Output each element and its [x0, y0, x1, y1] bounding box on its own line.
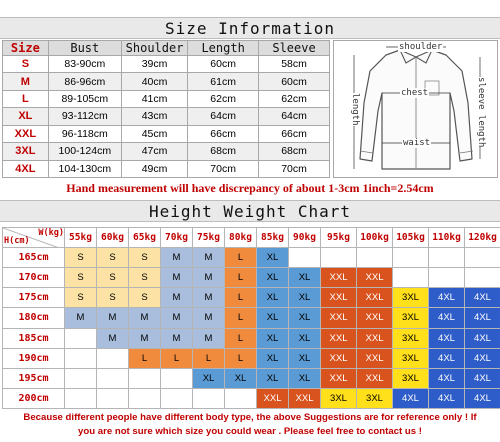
height-row — [3, 288, 500, 308]
size-recommendation-cell: 4XL — [465, 388, 500, 408]
size-row — [3, 125, 330, 142]
weight-header-row — [3, 228, 500, 248]
size-recommendation-cell: M — [161, 328, 193, 348]
size-recommendation-cell — [193, 388, 225, 408]
size-recommendation-cell: XXL — [321, 308, 357, 328]
size-recommendation-cell: L — [225, 308, 257, 328]
disclaimer-line-2: you are not sure which size you could wear . Please feel free to contact us ! — [78, 426, 422, 437]
height-row — [3, 308, 500, 328]
size-recommendation-cell: M — [193, 328, 225, 348]
size-recommendation-cell: 4XL — [429, 368, 465, 388]
size-label: XL — [3, 108, 49, 125]
size-recommendation-cell: L — [225, 288, 257, 308]
size-value: 49cm — [121, 160, 187, 177]
size-recommendation-cell — [429, 268, 465, 288]
size-recommendation-cell: M — [161, 248, 193, 268]
size-row — [3, 108, 330, 125]
size-value: 60cm — [259, 73, 330, 90]
size-recommendation-cell: XXL — [289, 388, 321, 408]
size-recommendation-cell: 3XL — [357, 388, 393, 408]
size-recommendation-cell: M — [193, 268, 225, 288]
size-value: 45cm — [121, 125, 187, 142]
size-recommendation-cell — [97, 388, 129, 408]
size-recommendation-cell: L — [225, 268, 257, 288]
size-recommendation-cell: XXL — [357, 368, 393, 388]
size-row — [3, 56, 330, 73]
size-recommendation-cell: S — [129, 288, 161, 308]
size-recommendation-cell: XXL — [321, 268, 357, 288]
size-recommendation-cell: L — [161, 348, 193, 368]
size-recommendation-cell: XXL — [321, 288, 357, 308]
weight-header: 55kg — [65, 228, 97, 248]
size-recommendation-cell: L — [225, 348, 257, 368]
size-value: 64cm — [188, 108, 259, 125]
size-recommendation-cell: 4XL — [393, 388, 429, 408]
size-value: 70cm — [188, 160, 259, 177]
size-recommendation-cell: 3XL — [393, 308, 429, 328]
size-value: 40cm — [121, 73, 187, 90]
size-value: 68cm — [259, 143, 330, 160]
size-recommendation-cell: S — [97, 288, 129, 308]
size-recommendation-cell: 4XL — [465, 348, 500, 368]
size-recommendation-cell: M — [129, 328, 161, 348]
height-label: 175cm — [3, 288, 65, 308]
size-recommendation-cell: S — [129, 268, 161, 288]
size-recommendation-cell: XXL — [357, 348, 393, 368]
size-recommendation-cell: 3XL — [393, 348, 429, 368]
size-recommendation-cell — [65, 328, 97, 348]
height-row — [3, 328, 500, 348]
size-recommendation-cell: XL — [225, 368, 257, 388]
size-recommendation-cell: M — [161, 308, 193, 328]
size-label: M — [3, 73, 49, 90]
size-recommendation-cell: XL — [289, 308, 321, 328]
size-recommendation-cell: 4XL — [465, 368, 500, 388]
size-recommendation-cell: 4XL — [465, 308, 500, 328]
size-value: 86-96cm — [48, 73, 121, 90]
size-recommendation-cell: XXL — [357, 288, 393, 308]
size-recommendation-cell: XXL — [321, 368, 357, 388]
size-recommendation-cell: XL — [257, 368, 289, 388]
weight-header: 85kg — [257, 228, 289, 248]
size-value: 64cm — [259, 108, 330, 125]
height-label: 200cm — [3, 388, 65, 408]
size-information-title: Size Information — [0, 17, 500, 39]
size-recommendation-cell — [225, 388, 257, 408]
size-recommendation-cell: M — [193, 248, 225, 268]
size-table-header — [3, 41, 330, 56]
waist-label: waist — [403, 138, 431, 148]
size-recommendation-cell — [129, 368, 161, 388]
weight-header: 70kg — [161, 228, 193, 248]
sleeve-length-label: sleeve length — [476, 77, 486, 148]
size-row — [3, 73, 330, 90]
size-recommendation-cell: 4XL — [429, 288, 465, 308]
size-recommendation-cell: XXL — [357, 268, 393, 288]
disclaimer-note — [0, 411, 500, 439]
height-row — [3, 368, 500, 388]
size-recommendation-cell: 3XL — [321, 388, 357, 408]
shirt-measurement-diagram — [333, 40, 498, 178]
size-value: 66cm — [259, 125, 330, 142]
size-recommendation-cell — [65, 388, 97, 408]
size-label: L — [3, 90, 49, 107]
size-recommendation-cell — [429, 248, 465, 268]
weight-header: 120kg — [465, 228, 500, 248]
shoulder-label: shoulder — [399, 42, 443, 52]
weight-header: 60kg — [97, 228, 129, 248]
size-value: 96-118cm — [48, 125, 121, 142]
size-recommendation-cell: M — [193, 288, 225, 308]
weight-header: 75kg — [193, 228, 225, 248]
weight-header: 80kg — [225, 228, 257, 248]
height-row — [3, 348, 500, 368]
size-recommendation-cell: 4XL — [429, 388, 465, 408]
size-recommendation-cell — [129, 388, 161, 408]
length-label: length — [350, 93, 360, 126]
size-recommendation-cell: S — [65, 248, 97, 268]
size-recommendation-cell: XL — [289, 288, 321, 308]
height-label: 185cm — [3, 328, 65, 348]
weight-header: 65kg — [129, 228, 161, 248]
size-recommendation-cell: M — [129, 308, 161, 328]
size-value: 66cm — [188, 125, 259, 142]
size-value: 60cm — [188, 56, 259, 73]
size-recommendation-cell: M — [65, 308, 97, 328]
height-row — [3, 248, 500, 268]
size-recommendation-cell: L — [225, 248, 257, 268]
height-label: 180cm — [3, 308, 65, 328]
size-recommendation-cell: 4XL — [429, 328, 465, 348]
size-table-body — [3, 56, 330, 178]
size-recommendation-cell: XL — [257, 248, 289, 268]
height-row — [3, 388, 500, 408]
size-recommendation-cell: L — [193, 348, 225, 368]
size-recommendation-cell: XL — [257, 288, 289, 308]
size-row — [3, 143, 330, 160]
size-recommendation-cell — [357, 248, 393, 268]
size-recommendation-cell: S — [97, 248, 129, 268]
size-recommendation-cell: M — [97, 328, 129, 348]
size-header-4: Sleeve — [259, 41, 330, 56]
size-recommendation-cell: XL — [289, 328, 321, 348]
size-recommendation-cell: XL — [289, 268, 321, 288]
chest-label: chest — [401, 88, 429, 98]
size-recommendation-cell: M — [193, 308, 225, 328]
size-value: 70cm — [259, 160, 330, 177]
height-label: 170cm — [3, 268, 65, 288]
size-recommendation-cell: XL — [257, 348, 289, 368]
weight-header: 90kg — [289, 228, 321, 248]
height-weight-table-body — [3, 228, 500, 409]
height-label: 165cm — [3, 248, 65, 268]
size-recommendation-cell — [161, 388, 193, 408]
size-recommendation-cell — [65, 368, 97, 388]
size-header-1: Bust — [48, 41, 121, 56]
disclaimer-line-1: Because different people have different body type, the above Suggestions are for reference only ! If — [23, 412, 477, 423]
size-value: 62cm — [259, 90, 330, 107]
size-value: 83-90cm — [48, 56, 121, 73]
size-label: 4XL — [3, 160, 49, 177]
size-label: S — [3, 56, 49, 73]
height-label: 190cm — [3, 348, 65, 368]
measurement-note: Hand measurement will have discrepancy of about 1-3cm 1inch=2.54cm — [66, 181, 434, 195]
height-weight-table — [2, 227, 500, 409]
size-header-2: Shoulder — [121, 41, 187, 56]
height-weight-chart-title: Height Weight Chart — [0, 200, 500, 222]
weight-header: 110kg — [429, 228, 465, 248]
size-value: 43cm — [121, 108, 187, 125]
size-value: 41cm — [121, 90, 187, 107]
size-recommendation-cell: 3XL — [393, 368, 429, 388]
size-value: 58cm — [259, 56, 330, 73]
size-value: 93-112cm — [48, 108, 121, 125]
size-recommendation-cell: XXL — [357, 328, 393, 348]
size-value: 39cm — [121, 56, 187, 73]
size-recommendation-cell: XXL — [321, 328, 357, 348]
size-recommendation-cell — [97, 348, 129, 368]
size-value: 89-105cm — [48, 90, 121, 107]
size-recommendation-cell: S — [129, 248, 161, 268]
size-value: 104-130cm — [48, 160, 121, 177]
weight-header: 105kg — [393, 228, 429, 248]
size-recommendation-cell: XL — [289, 368, 321, 388]
size-recommendation-cell: XL — [193, 368, 225, 388]
size-recommendation-cell: XL — [257, 328, 289, 348]
size-recommendation-cell: 4XL — [429, 308, 465, 328]
size-recommendation-cell: M — [161, 268, 193, 288]
size-row — [3, 90, 330, 107]
size-recommendation-cell — [465, 248, 500, 268]
size-recommendation-cell — [393, 268, 429, 288]
size-header-3: Length — [188, 41, 259, 56]
size-recommendation-cell: XL — [289, 348, 321, 368]
size-value: 61cm — [188, 73, 259, 90]
size-recommendation-cell — [97, 368, 129, 388]
size-recommendation-cell: S — [65, 268, 97, 288]
size-recommendation-cell: XXL — [357, 308, 393, 328]
size-recommendation-cell: 4XL — [465, 328, 500, 348]
size-recommendation-cell — [289, 248, 321, 268]
size-row — [3, 160, 330, 177]
weight-header: 95kg — [321, 228, 357, 248]
size-recommendation-cell — [393, 248, 429, 268]
size-recommendation-cell: XL — [257, 268, 289, 288]
height-axis-label: H(cm) — [4, 236, 30, 247]
height-label: 195cm — [3, 368, 65, 388]
size-table — [2, 40, 330, 178]
size-recommendation-cell — [321, 248, 357, 268]
weight-header: 100kg — [357, 228, 393, 248]
size-label: 3XL — [3, 143, 49, 160]
size-value: 68cm — [188, 143, 259, 160]
size-recommendation-cell: 4XL — [465, 288, 500, 308]
size-label: XXL — [3, 125, 49, 142]
size-recommendation-cell: 4XL — [429, 348, 465, 368]
size-value: 47cm — [121, 143, 187, 160]
size-value: 100-124cm — [48, 143, 121, 160]
size-recommendation-cell: M — [97, 308, 129, 328]
size-recommendation-cell: XL — [257, 308, 289, 328]
size-recommendation-cell: S — [97, 268, 129, 288]
size-recommendation-cell: S — [65, 288, 97, 308]
size-recommendation-cell: L — [225, 328, 257, 348]
size-recommendation-cell: 3XL — [393, 328, 429, 348]
size-recommendation-cell — [465, 268, 500, 288]
height-row — [3, 268, 500, 288]
size-recommendation-cell: M — [161, 288, 193, 308]
size-value: 62cm — [188, 90, 259, 107]
size-recommendation-cell: XXL — [321, 348, 357, 368]
size-recommendation-cell: 3XL — [393, 288, 429, 308]
size-header-0: Size — [3, 41, 49, 56]
size-recommendation-cell: L — [129, 348, 161, 368]
size-recommendation-cell — [65, 348, 97, 368]
table-corner — [3, 228, 65, 248]
size-recommendation-cell: XXL — [257, 388, 289, 408]
size-recommendation-cell — [161, 368, 193, 388]
weight-axis-label: W(kg) — [38, 228, 64, 238]
